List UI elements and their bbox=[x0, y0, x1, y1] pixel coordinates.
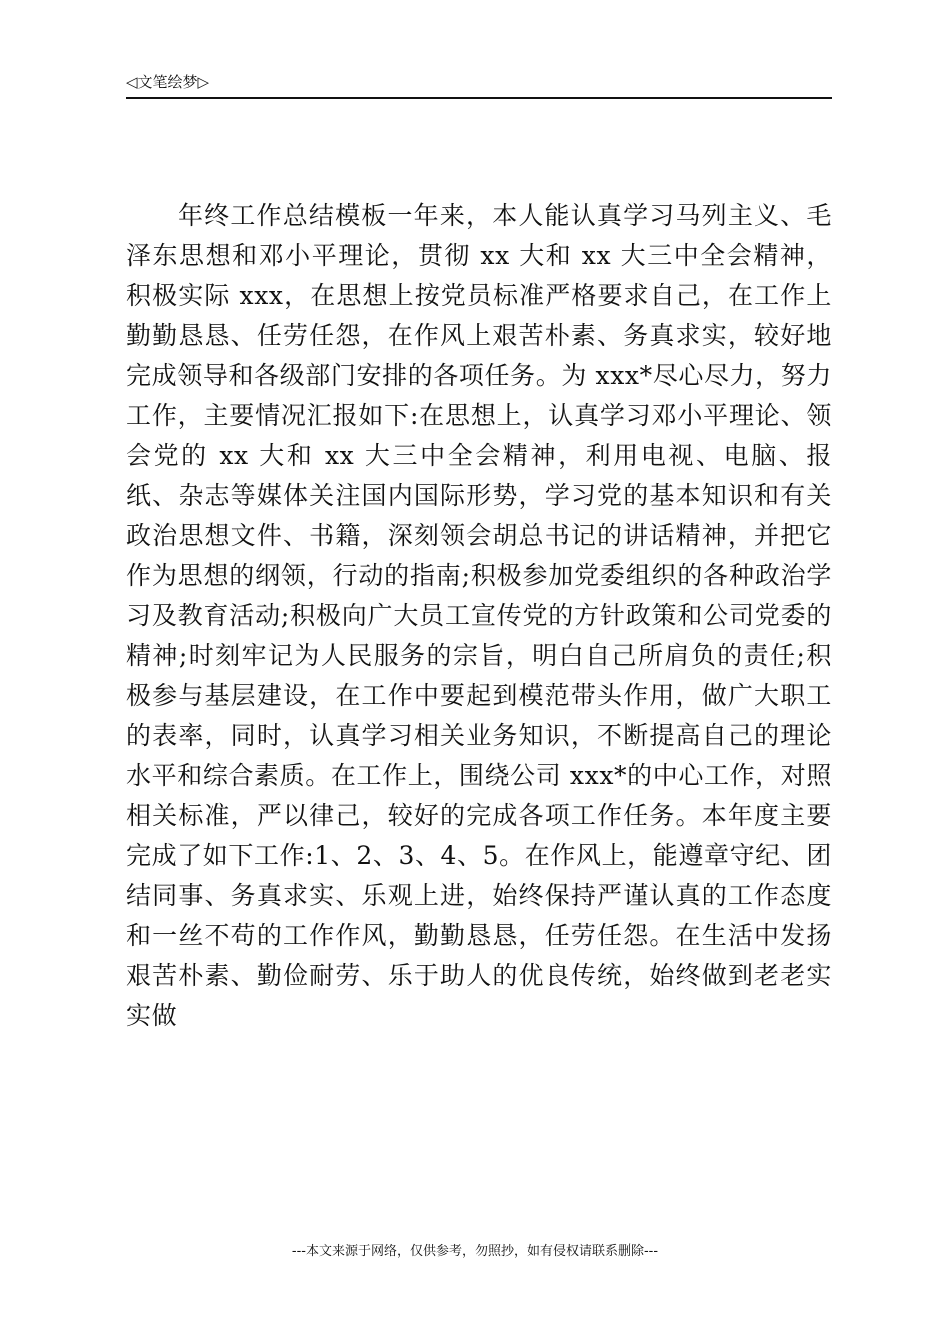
header-title: ◁文笔绘梦▷ bbox=[126, 73, 210, 91]
page-header bbox=[126, 70, 832, 99]
source-disclaimer: ---本文来源于网络，仅供参考，勿照抄，如有侵权请联系删除--- bbox=[291, 1244, 659, 1259]
body-paragraph: 年终工作总结模板一年来，本人能认真学习马列主义、毛泽东思想和邓小平理论，贯彻 xx 大和 xx 大三中全会精神，积极实际 xxx，在思想上按党员标准严格要求自己，在工作上勤勤恳恳、任劳任怨，在作风上艰苦朴素、务真求实，较好地完成领导和各级部门安排的各项任务。为 xxx*尽心尽力，努力工作，主要情况汇报如下:在思想上，认真学习邓小平理论、领会党的 xx 大和 xx 大三中全会精神，利用电视、电脑、报纸、杂志等媒体关注国内国际形势，学习党的基本知识和有关政治思想文件、书籍，深刻领会胡总书记的讲话精神，并把它作为思想的纲领，行动的指南;积极参加党委组织的各种政治学习及教育活动;积极向广大员工宣传党的方针政策和公司党委的精神;时刻牢记为人民服务的宗旨，明白自己所肩负的责任;积极参与基层建设，在工作中要起到模范带头作用，做广大职工的表率，同时，认真学习相关业务知识，不断提高自己的理论水平和综合素质。在工作上，围绕公司 xxx*的中心工作，对照相关标准，严以律己，较好的完成各项工作任务。本年度主要完成了如下工作:1、2、3、4、5。在作风上，能遵章守纪、团结同事、务真求实、乐观上进，始终保持严谨认真的工作态度和一丝不苟的工作作风，勤勤恳恳，任劳任怨。在生活中发扬艰苦朴素、勤俭耐劳、乐于助人的优良传统，始终做到老老实实做 bbox=[126, 201, 832, 1030]
